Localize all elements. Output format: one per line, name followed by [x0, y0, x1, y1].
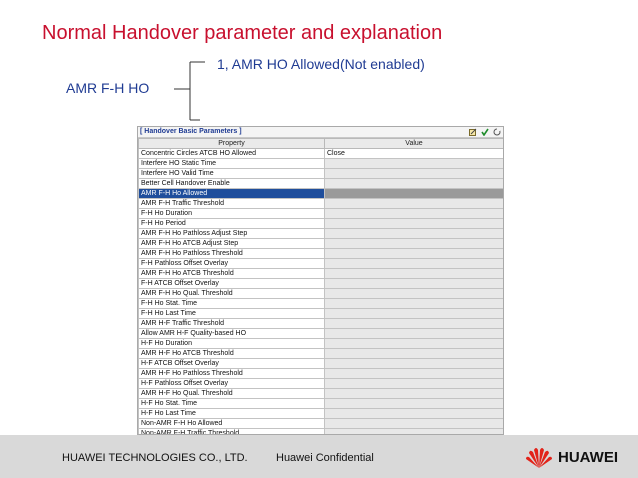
value-cell[interactable] [325, 189, 504, 199]
property-cell[interactable]: AMR F-H Traffic Threshold [139, 199, 325, 209]
table-row[interactable] [139, 409, 504, 419]
slide-title: Normal Handover parameter and explanation [42, 22, 443, 44]
panel-title: [ Handover Basic Parameters ] [140, 128, 242, 135]
value-cell[interactable] [325, 159, 504, 169]
table-row[interactable] [139, 289, 504, 299]
column-header-value[interactable]: Value [325, 139, 504, 149]
property-cell[interactable]: H-F Ho Stat. Time [139, 399, 325, 409]
value-cell[interactable]: Close [325, 149, 504, 159]
table-row[interactable] [139, 269, 504, 279]
footer-bar [0, 435, 638, 478]
property-cell[interactable]: Interfere HO Static Time [139, 159, 325, 169]
value-cell[interactable] [325, 259, 504, 269]
value-cell[interactable] [325, 279, 504, 289]
parameter-panel [137, 126, 504, 435]
property-cell[interactable]: F-H ATCB Offset Overlay [139, 279, 325, 289]
table-row[interactable] [139, 359, 504, 369]
value-cell[interactable] [325, 299, 504, 309]
table-row[interactable] [139, 179, 504, 189]
table-row[interactable] [139, 349, 504, 359]
value-cell[interactable] [325, 239, 504, 249]
table-row[interactable] [139, 199, 504, 209]
property-cell[interactable]: AMR F-H Ho Pathloss Threshold [139, 249, 325, 259]
panel-header [138, 127, 503, 138]
property-cell[interactable]: AMR H-F Ho Pathloss Threshold [139, 369, 325, 379]
value-cell[interactable] [325, 329, 504, 339]
property-cell[interactable]: AMR F-H Ho Qual. Threshold [139, 289, 325, 299]
table-row[interactable] [139, 239, 504, 249]
value-cell[interactable] [325, 229, 504, 239]
edit-icon[interactable] [469, 128, 477, 136]
property-cell[interactable]: F-H Ho Period [139, 219, 325, 229]
value-cell[interactable] [325, 369, 504, 379]
property-cell[interactable]: Non-AMR F-H Traffic Threshold [139, 429, 325, 436]
confidential-label: Huawei Confidential [276, 452, 374, 464]
table-row[interactable] [139, 299, 504, 309]
property-cell[interactable]: H-F Ho Last Time [139, 409, 325, 419]
value-cell[interactable] [325, 269, 504, 279]
property-cell[interactable]: AMR F-H Ho Allowed [139, 189, 325, 199]
table-row[interactable] [139, 419, 504, 429]
table-row[interactable] [139, 389, 504, 399]
property-cell[interactable]: H-F ATCB Offset Overlay [139, 359, 325, 369]
table-row[interactable] [139, 339, 504, 349]
property-cell[interactable]: Allow AMR H-F Quality-based HO [139, 329, 325, 339]
value-cell[interactable] [325, 179, 504, 189]
property-cell[interactable]: Interfere HO Valid Time [139, 169, 325, 179]
table-row[interactable] [139, 309, 504, 319]
value-cell[interactable] [325, 399, 504, 409]
huawei-logo-icon [524, 444, 554, 470]
table-row[interactable] [139, 399, 504, 409]
table-row[interactable] [139, 329, 504, 339]
value-cell[interactable] [325, 309, 504, 319]
property-cell[interactable]: AMR H-F Ho Qual. Threshold [139, 389, 325, 399]
group-label: AMR F-H HO [66, 80, 150, 96]
column-header-property[interactable]: Property [139, 139, 325, 149]
table-row[interactable] [139, 169, 504, 179]
table-row[interactable] [139, 209, 504, 219]
value-cell[interactable] [325, 389, 504, 399]
value-cell[interactable] [325, 219, 504, 229]
logo-text: HUAWEI [558, 449, 618, 466]
value-cell[interactable] [325, 419, 504, 429]
value-cell[interactable] [325, 169, 504, 179]
table-row[interactable] [139, 249, 504, 259]
property-cell[interactable]: Better Cell Handover Enable [139, 179, 325, 189]
value-cell[interactable] [325, 409, 504, 419]
bullet-item: 1, AMR HO Allowed(Not enabled) [217, 56, 425, 72]
table-body [139, 149, 504, 436]
table-row[interactable] [139, 149, 504, 159]
value-cell[interactable] [325, 199, 504, 209]
value-cell[interactable] [325, 349, 504, 359]
property-cell[interactable]: Concentric Circles ATCB HO Allowed [139, 149, 325, 159]
property-cell[interactable]: AMR F-H Ho ATCB Adjust Step [139, 239, 325, 249]
property-table [138, 138, 504, 435]
table-row[interactable] [139, 159, 504, 169]
property-cell[interactable]: Non-AMR F-H Ho Allowed [139, 419, 325, 429]
property-cell[interactable]: F-H Ho Stat. Time [139, 299, 325, 309]
property-cell[interactable]: AMR H-F Traffic Threshold [139, 319, 325, 329]
table-row[interactable] [139, 319, 504, 329]
value-cell[interactable] [325, 359, 504, 369]
table-row[interactable] [139, 219, 504, 229]
company-name: HUAWEI TECHNOLOGIES CO., LTD. [62, 452, 248, 464]
property-cell[interactable]: H-F Pathloss Offset Overlay [139, 379, 325, 389]
value-cell[interactable] [325, 209, 504, 219]
property-cell[interactable]: AMR F-H Ho Pathloss Adjust Step [139, 229, 325, 239]
table-header-row [139, 139, 504, 149]
table-row[interactable] [139, 369, 504, 379]
value-cell[interactable] [325, 289, 504, 299]
table-row[interactable] [139, 259, 504, 269]
value-cell[interactable] [325, 249, 504, 259]
value-cell[interactable] [325, 319, 504, 329]
value-cell[interactable] [325, 379, 504, 389]
table-row[interactable] [139, 279, 504, 289]
property-cell[interactable]: F-H Ho Last Time [139, 309, 325, 319]
table-row[interactable] [139, 229, 504, 239]
property-cell[interactable]: AMR H-F Ho ATCB Threshold [139, 349, 325, 359]
property-cell[interactable]: F-H Ho Duration [139, 209, 325, 219]
refresh-icon[interactable] [493, 128, 501, 136]
property-cell[interactable]: AMR F-H Ho ATCB Threshold [139, 269, 325, 279]
check-icon[interactable] [481, 128, 489, 136]
property-cell[interactable]: H-F Ho Duration [139, 339, 325, 349]
value-cell[interactable] [325, 339, 504, 349]
bracket-connector [0, 0, 638, 140]
property-cell[interactable]: F-H Pathloss Offset Overlay [139, 259, 325, 269]
table-row[interactable] [139, 189, 504, 199]
table-row[interactable] [139, 379, 504, 389]
